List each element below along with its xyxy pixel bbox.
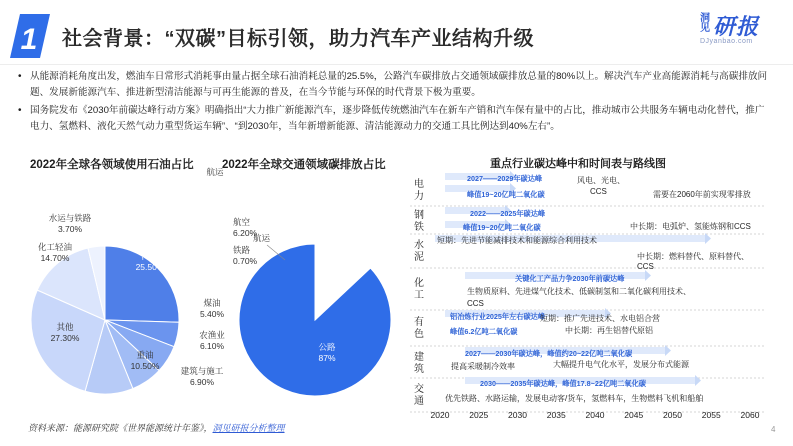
header-divider (0, 64, 793, 65)
paragraph-text: 从能源消耗角度出发，燃油车日常形式消耗事由量占据全球石油消耗总量的25.5%，公路汽车碳排放占交通领域碳排放总量的80%以上。解决汽车产业高能源消耗与高碳排放问题、发展新能源汽车、推进新型清洁能源与可再生能源的普及，在当今节能与环保的时代背景下极为重要。 (30, 71, 768, 98)
chart2-title: 2022年全球交通领域碳排放占比 (222, 159, 386, 171)
pathway-label: CCS (590, 187, 607, 196)
pie-label-水运与铁路: 水运与铁路 3.70% (48, 213, 92, 234)
axis-year-2055: 2055 (701, 410, 721, 420)
pathway-label: 中长期：再生铝替代原铝 (565, 326, 653, 335)
source-note (28, 421, 285, 434)
badge-number: 1 (20, 23, 38, 56)
milestone-label: 峰值6.2亿吨二氧化碳 (450, 327, 518, 336)
axis-year-2025: 2025 (469, 410, 489, 420)
pie-label-重油: 重油 10.50% (130, 350, 160, 371)
milestone-label: 2027——2029年碳达峰 (467, 174, 543, 183)
source-prefix: 资料来源：能源研究院《世界能源统计年鉴》， (28, 423, 213, 433)
sector-label-钢铁: 钢铁 (414, 210, 424, 233)
pie-label-其他: 其他 27.30% (50, 322, 80, 343)
milestone-label: 关键化工产品力争2030年前碳达峰 (515, 274, 625, 283)
sector-label-水泥: 水泥 (414, 240, 424, 263)
milestone-label: 铝冶炼行业2025年左右碳达峰 (450, 312, 546, 321)
page-number: 4 (771, 425, 776, 434)
page-title: 社会背景：“双碳”目标引领，助力汽车产业结构升级 (62, 28, 534, 50)
paragraph-policy (18, 103, 770, 135)
pie-label-航空: 航空 6.20% (233, 217, 258, 238)
axis-year-2050: 2050 (663, 410, 682, 420)
timeline-arrow (705, 233, 711, 244)
pie-label-建筑与施工: 建筑与施工 6.90% (180, 366, 224, 387)
roadmap-timeline (405, 170, 770, 425)
pathway-label: 需要在2060年前实现零排放 (653, 190, 751, 199)
axis-year-2045: 2045 (624, 410, 644, 420)
sector-label-电力: 电力 (414, 179, 424, 202)
pathway-label: 优先铁路、水路运输，发展电动客/货车，氢燃料车，生物燃料飞机和船舶 (445, 394, 704, 403)
pathway-label: 中长期：燃料替代、原料替代、 (637, 252, 749, 261)
pathway-label: 短期：推广先进技术、水电铝合营 (540, 314, 660, 323)
paragraph-text: 国务院发布《2030年前碳达峰行动方案》明确指出“大力推广新能源汽车，逐步降低传统燃油汽车在新车产销和汽车保有量中的占比，推动城市公共服务车辆电动化替代，推广电力、氢燃料、液化天然气动力重型货运车辆”、“到2030年，当年新增新能源、清洁能源动力的交通工具比例达到40%左右”。 (30, 105, 765, 132)
milestone-label: 峰值19~20亿吨二氧化碳 (467, 190, 545, 199)
milestone-label: 2022——2025年碳达峰 (470, 209, 546, 218)
bullet-dot: • (18, 105, 22, 116)
pie-label-化工轻油: 化工轻油 14.70% (37, 242, 73, 263)
roadmap-title: 重点行业碳达峰中和时间表与路线图 (490, 158, 666, 170)
axis-year-2030: 2030 (508, 410, 527, 420)
logo-url: DJyanbao.com (700, 38, 753, 45)
pie-label-航运: 航运 (206, 167, 224, 177)
oil-usage-pie-chart (20, 175, 225, 415)
pathway-label: 中长期：电弧炉、氢能炼钢和CCS (630, 222, 751, 231)
pathway-label: CCS (637, 262, 654, 271)
pathway-label: 生物质原料、先进煤气化技术、低碳制氢和二氧化碳利用技术、 (467, 287, 691, 296)
pie-label-汽车: 汽车 25.50% (135, 251, 165, 272)
sector-label-交通: 交通 (414, 384, 424, 407)
axis-year-2035: 2035 (546, 410, 566, 420)
pie-label-航运: 航运 (253, 233, 271, 243)
milestone-label: 2030——2035年碳达峰，峰值17.8~22亿吨二氧化碳 (480, 379, 646, 388)
milestone-label: 峰值19~20亿吨二氧化碳 (463, 223, 541, 232)
pathway-label: CCS (467, 299, 484, 308)
sector-label-有色: 有色 (414, 317, 424, 340)
pie-label-煤油: 煤油 5.40% (199, 298, 225, 319)
sector-label-化工: 化工 (414, 278, 424, 301)
pathway-label: 大幅提升电气化水平，发展分布式能源 (553, 360, 689, 369)
pathway-label: 风电、光电、 (577, 176, 625, 185)
sector-label-建筑: 建筑 (414, 352, 424, 375)
timeline-arrow (665, 345, 671, 356)
pie-label-铁路: 铁路 0.70% (233, 245, 258, 266)
bullet-dot: • (18, 71, 22, 82)
timeline-arrow (645, 270, 651, 281)
axis-year-2060: 2060 (740, 410, 760, 420)
axis-year-2040: 2040 (585, 410, 605, 420)
logo-small-text: 洞见 (700, 13, 710, 34)
pie-label-公路: 公路 87% (318, 342, 336, 363)
pie-label-农渔业: 农渔业 6.10% (199, 330, 225, 351)
chart1-title: 2022年全球各领域使用石油占比 (30, 159, 194, 171)
pathway-label: 短期：先进节能减排技术和能源综合利用技术 (437, 236, 597, 245)
pathway-label: 提高采暖制冷效率 (451, 362, 515, 371)
axis-year-2020: 2020 (430, 410, 450, 420)
paragraph-energy (18, 69, 770, 101)
source-link[interactable]: 洞见研报分析整理 (212, 423, 285, 433)
logo-text: 研报 (713, 14, 760, 39)
milestone-label: 2027——2030年碳达峰，峰值约20~22亿吨二氧化碳 (465, 349, 633, 358)
timeline-arrow (695, 375, 701, 386)
section-number-badge (10, 14, 50, 58)
